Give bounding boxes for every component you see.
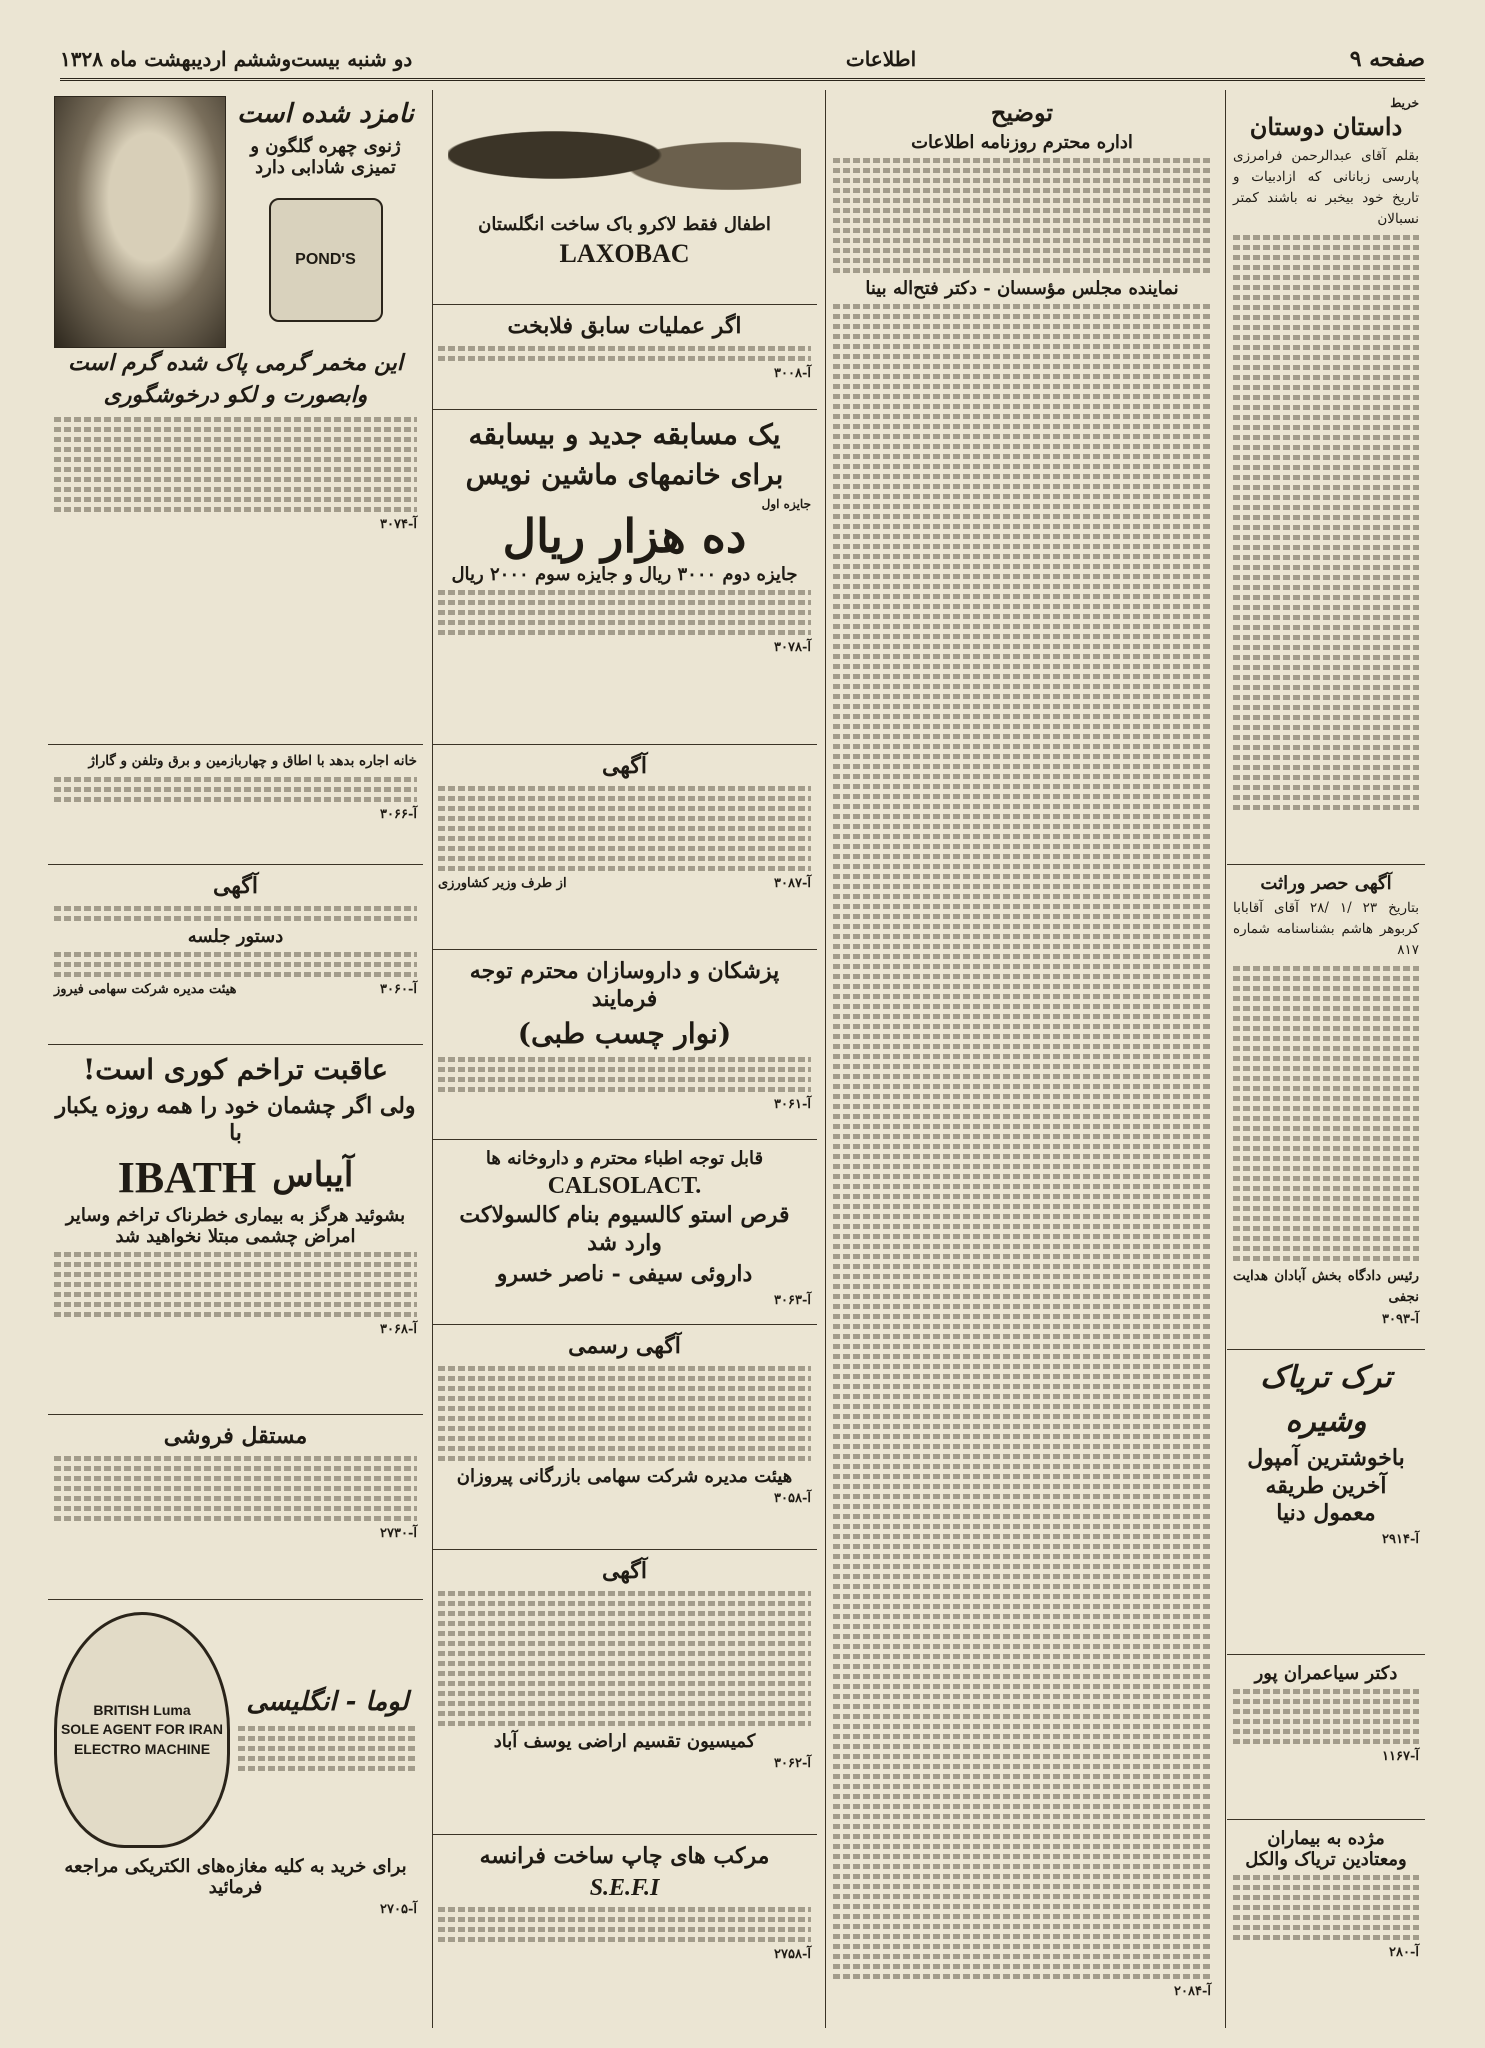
article-code: آ-۲۰۸۴ [1174, 1984, 1211, 1999]
luma-machine: ELECTRO MACHINE [73, 1740, 211, 1757]
sefi-code: آ-۲۷۵۸ [774, 1946, 811, 1962]
column-d [48, 90, 423, 2028]
official-notice-code: آ-۳۰۵۸ [774, 1490, 811, 1506]
signer-title: نماینده مجلس مؤسسان - دکتر فتح‌اله بینا [865, 278, 1179, 299]
addiction-ad-code: آ-۲۸۰ [1389, 1945, 1419, 1960]
issue-date: دو شنبه بیست‌وششم اردیبهشت ماه ۱۳۲۸ [60, 47, 413, 71]
tape-lines [438, 1057, 811, 1092]
lightbulb-icon [54, 1612, 230, 1848]
opium-ad-code: آ-۲۹۱۴ [1382, 1531, 1419, 1547]
ibath-brand-fa: آیباس [272, 1154, 354, 1195]
ponds-jar-icon [269, 198, 383, 322]
sefi-title: مرکب های چاپ ساخت فرانسه [479, 1843, 770, 1869]
doctor-ad-lines [1233, 1689, 1419, 1744]
calsolact-code: آ-۳۰۶۳ [774, 1292, 811, 1308]
ponds-lines [54, 417, 417, 512]
land-notice-title: آگهی [601, 1558, 648, 1584]
contest-lines [438, 590, 811, 635]
agri-signer: از طرف وزیر کشاورزی [438, 875, 567, 891]
workers-title: اگر عملیات سابق فلابخت [507, 313, 742, 339]
opium-ad-title: ترک تریاک وشیره [1260, 1360, 1392, 1439]
category-label: خریط [1390, 96, 1419, 110]
inheritance-notice-lines [1233, 966, 1419, 1261]
official-notice-signer: هیئت مدیره شرکت سهامی بازرگانی پیروزان [456, 1465, 793, 1487]
tape-title: پزشکان و داروسازان محترم توجه فرمایند [469, 958, 780, 1012]
explanation-title: توضیح [990, 98, 1054, 127]
ibath-subtitle: ولی اگر چشمان خود را همه روزه یکبار با [55, 1092, 416, 1147]
story-body-lines [1233, 235, 1419, 810]
calsolact-text: قرص استو کالسیوم بنام کالسولاکت وارد شد [459, 1202, 790, 1256]
contest-subtitle: برای خانمهای ماشین نویس [465, 457, 784, 491]
column-rule [825, 90, 826, 2028]
laxobac-illustration [448, 100, 801, 210]
land-notice-lines [438, 1591, 811, 1726]
ibath-code: آ-۳۰۶۸ [380, 1321, 417, 1337]
laxobac-brand: LAXOBAC [559, 239, 690, 268]
sale-title: مستقل فروشی [163, 1423, 308, 1449]
ponds-code: آ-۳۰۷۴ [380, 516, 417, 532]
contest-title: یک مسابقه جدید و بیسابقه [468, 418, 781, 451]
story-intro: بقلم آقای عبدالرحمن فرامرزی پارسی زبانانی که ازادبیات و تاریخ خود بیخبر نه باشند کمتر نسبالان [1233, 148, 1419, 227]
ibath-tagline: بشوئید هرگز به بیماری خطرناک تراخم وسایر امراض چشمی مبتلا نخواهید شد [65, 1204, 406, 1247]
rent-code: آ-۳۰۶۶ [380, 806, 417, 822]
workers-lines [438, 346, 811, 361]
tape-heading: (نوار چسب طبی) [517, 1017, 732, 1050]
column-rule [432, 90, 433, 2028]
contest-other-prizes: جایزه دوم ۳۰۰۰ ریال و جایزه سوم ۲۰۰۰ ریال [451, 563, 798, 585]
official-notice-title: آگهی رسمی [568, 1333, 681, 1359]
sefi-brand: S.E.F.I [589, 1874, 660, 1901]
sale-lines [54, 1456, 417, 1521]
official-notice-lines [438, 1366, 811, 1461]
ibath-lines [54, 1252, 417, 1317]
meeting-signer: هیئت مدیره شرکت سهامی فیروز [54, 981, 237, 997]
meeting-code: آ-۳۰۶۰ [380, 981, 417, 997]
luma-lines [238, 1726, 417, 1771]
calsolact-brand: CALSOLACT. [547, 1173, 702, 1199]
laxobac-slogan: اطفال فقط لاکرو باک ساخت انگلستان [478, 214, 771, 235]
column-b [827, 90, 1217, 2028]
luma-code: آ-۲۷۰۵ [380, 1902, 417, 1917]
contest-prize-label: جایزه اول [761, 497, 811, 512]
rent-lines [54, 777, 417, 802]
contest-first-prize: ده هزار ریال [502, 509, 747, 564]
opium-ad-text: باخوشترین آمپول آخرین طریقه معمول دنیا [1247, 1445, 1405, 1526]
agri-code: آ-۳۰۸۷ [774, 875, 811, 891]
meeting-agenda-lines [54, 952, 417, 977]
article-body-lines [833, 304, 1211, 1979]
column-a [1227, 90, 1425, 2028]
luma-fa-brand: لوما - انگلیسی [246, 1686, 409, 1717]
page-number: صفحه ۹ [1349, 46, 1425, 72]
addiction-ad-title: مژده به بیماران ومعتادین تریاک والکل [1245, 1828, 1407, 1870]
doctor-ad-code: آ-۱۱۶۷ [1382, 1749, 1419, 1764]
sefi-lines [438, 1907, 811, 1942]
luma-agent: SOLE AGENT FOR IRAN [60, 1721, 224, 1738]
masthead [60, 40, 1425, 81]
sale-code: آ-۲۷۳۰ [380, 1525, 417, 1541]
woman-portrait [54, 96, 226, 348]
calsolact-seller: داروئی سیفی - ناصر خسرو [496, 1261, 753, 1287]
inheritance-notice-text: بتاریخ ۲۳ /۱ /۲۸ آقای آقابابا کربوهر هاشم بشناسنامه شماره ۸۱۷ [1233, 900, 1420, 958]
agri-lines [438, 786, 811, 871]
luma-brand: BRITISH Luma [93, 1701, 191, 1718]
ibath-title: عاقبت تراخم کوری است! [82, 1053, 389, 1086]
meeting-lines [54, 906, 417, 921]
meeting-agenda: دستور جلسه [187, 925, 284, 947]
workers-code: آ-۳۰۰۸ [774, 365, 811, 381]
inheritance-notice-signer: رئیس دادگاه بخش آبادان هدایت نجفی [1233, 1267, 1419, 1305]
addiction-ad-lines [1233, 1875, 1419, 1940]
ponds-text: ژنوی چهره گلگون و تمیزی شادابی دارد [250, 135, 401, 178]
calsolact-title: قابل توجه اطباء محترم و داروخانه ها [485, 1148, 764, 1169]
land-notice-code: آ-۳۰۶۲ [774, 1755, 811, 1771]
contest-code: آ-۳۰۷۸ [774, 639, 811, 655]
luma-footer: برای خرید به کلیه مغازه‌های الکتریکی مراجعه فرمائید [64, 1856, 407, 1898]
rent-text: خانه اجاره بدهد با اطاق و چهاربازمین و برق وتلفن و گاراژ [88, 753, 417, 769]
tape-code: آ-۳۰۶۱ [774, 1096, 811, 1112]
explanation-subtitle: اداره محترم روزنامه اطلاعات [911, 132, 1133, 153]
inheritance-notice-code: آ-۳۰۹۳ [1382, 1311, 1419, 1327]
column-rule [1225, 90, 1226, 2028]
paper-name: اطلاعات [845, 47, 917, 71]
inheritance-notice-title: آگهی حصر وراثت [1260, 873, 1392, 894]
ponds-cursive-text: این مخمر گرمی پاک شده گرم است وابصورت و لکو درخوشگوری [68, 350, 403, 408]
agri-title: آگهی [601, 753, 648, 779]
ponds-brand: POND'S [295, 250, 356, 268]
ponds-headline: نامزد شده است [237, 99, 414, 129]
land-notice-signer: کمیسیون تقسیم اراضی یوسف آباد [493, 1730, 756, 1752]
explanation-lines [833, 158, 1211, 273]
doctor-ad-title: دکتر سیاعمران پور [1254, 1663, 1398, 1684]
column-c [432, 90, 817, 2028]
story-title: داستان دوستان [1249, 112, 1403, 141]
meeting-title: آگهی [212, 873, 259, 899]
ibath-brand: IBATH [117, 1152, 257, 1202]
